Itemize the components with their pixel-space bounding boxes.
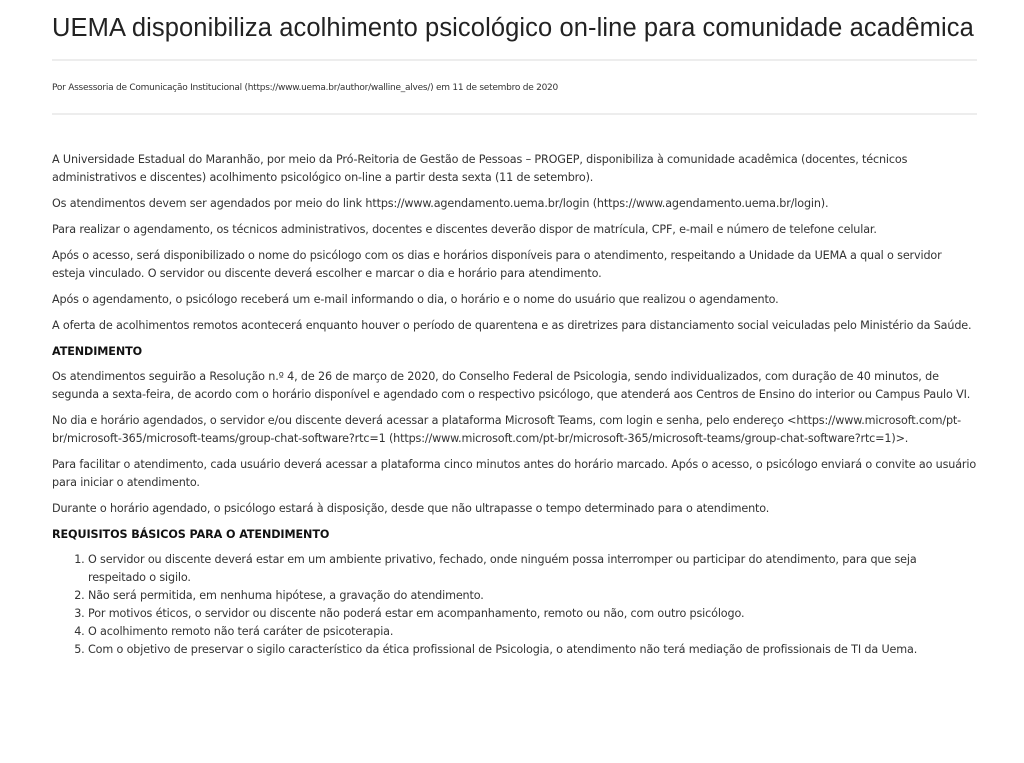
article-byline (52, 61, 977, 113)
article (52, 0, 977, 659)
paragraph: Para realizar o agendamento, os técnicos administrativos, docentes e discentes deverão dispor de matrícula, CPF, e-mail e número de telefone celular. (52, 223, 877, 236)
paragraph: Os atendimentos seguirão a Resolução n.º 4, de 26 de março de 2020, do Conselho Federal de Psicologia, sendo individualizados, com duração de 40 minutos, de segunda a sexta-feira, de acordo com o horário disponível e agendado com o respectivo psicólogo, que atenderá aos Centros de Ensino do interior ou Campus Paulo VI. (52, 370, 971, 401)
article-title: UEMA disponibiliza acolhimento psicológico on-line para comunidade acadêmica (52, 14, 974, 42)
section-heading-atendimento: ATENDIMENTO (52, 345, 143, 358)
paragraph: A Universidade Estadual do Maranhão, por meio da Pró-Reitoria de Gestão de Pessoas – PROGEP, disponibiliza à comunidade acadêmica (docentes, técnicos administrativos e discentes) acolhimento psicológico on-line a partir desta sexta (11 de setembro). (52, 153, 908, 184)
paragraph: A oferta de acolhimentos remotos acontecerá enquanto houver o período de quarentena e as diretrizes para distanciamento social veiculadas pelo Ministério da Saúde. (52, 319, 972, 332)
paragraph: Durante o horário agendado, o psicólogo estará à disposição, desde que não ultrapasse o tempo determinado para o atendimento. (52, 502, 770, 515)
byline-prefix: Por (52, 83, 66, 93)
list-item: 5. Com o objetivo de preservar o sigilo característico da ética profissional de Psicologia, o atendimento não terá mediação de profissionais de TI da Uema. (88, 641, 977, 659)
byline-author-link[interactable]: Assessoria de Comunicação Institucional (68, 83, 242, 93)
byline-date: 11 de setembro de 2020 (452, 83, 559, 93)
paragraph: Após o agendamento, o psicólogo receberá um e-mail informando o dia, o horário e o nome do usuário que realizou o agendamento. (52, 293, 779, 306)
byline-author-url[interactable]: (https://www.uema.br/author/walline_alves/) (244, 83, 434, 93)
paragraph: Após o acesso, será disponibilizado o nome do psicólogo com os dias e horários disponíveis para o atendimento, respeitando a Unidade da UEMA a qual o servidor esteja vinculado. O servidor ou discente deverá escolher e marcar o dia e horário para atendimento. (52, 249, 942, 280)
byline-date-prefix: em (435, 83, 450, 93)
article-body (52, 115, 977, 659)
paragraph: Para facilitar o atendimento, cada usuário deverá acessar a plataforma cinco minutos antes do horário marcado. Após o acesso, o psicólogo enviará o convite ao usuário para iniciar o atendimento. (52, 458, 977, 489)
requirements-list (52, 551, 977, 659)
list-item: 2. Não será permitida, em nenhuma hipótese, a gravação do atendimento. (88, 587, 977, 605)
list-item: 4. O acolhimento remoto não terá caráter de psicoterapia. (88, 623, 977, 641)
list-item: 1. O servidor ou discente deverá estar em um ambiente privativo, fechado, onde ninguém possa interromper ou participar do atendimento, para que seja respeitado o sigilo. (88, 551, 977, 587)
paragraph-agendamento-link[interactable]: Os atendimentos devem ser agendados por meio do link https://www.agendamento.uema.br/login (https://www.agendamento.uema.br/login). (52, 197, 829, 210)
section-heading-requisitos: REQUISITOS BÁSICOS PARA O ATENDIMENTO (52, 528, 330, 541)
list-item: 3. Por motivos éticos, o servidor ou discente não poderá estar em acompanhamento, remoto ou não, com outro psicólogo. (88, 605, 977, 623)
paragraph-teams-link[interactable]: No dia e horário agendados, o servidor e/ou discente deverá acessar a plataforma Microsoft Teams, com login e senha, pelo endereço <https://www.microsoft.com/pt-br/microsoft-365/microsoft-teams/group-chat-software?rtc=1 (https://www.microsoft.com/pt-br/microsoft-365/microsoft-teams/group-chat-software?rtc=1)>. (52, 414, 962, 445)
